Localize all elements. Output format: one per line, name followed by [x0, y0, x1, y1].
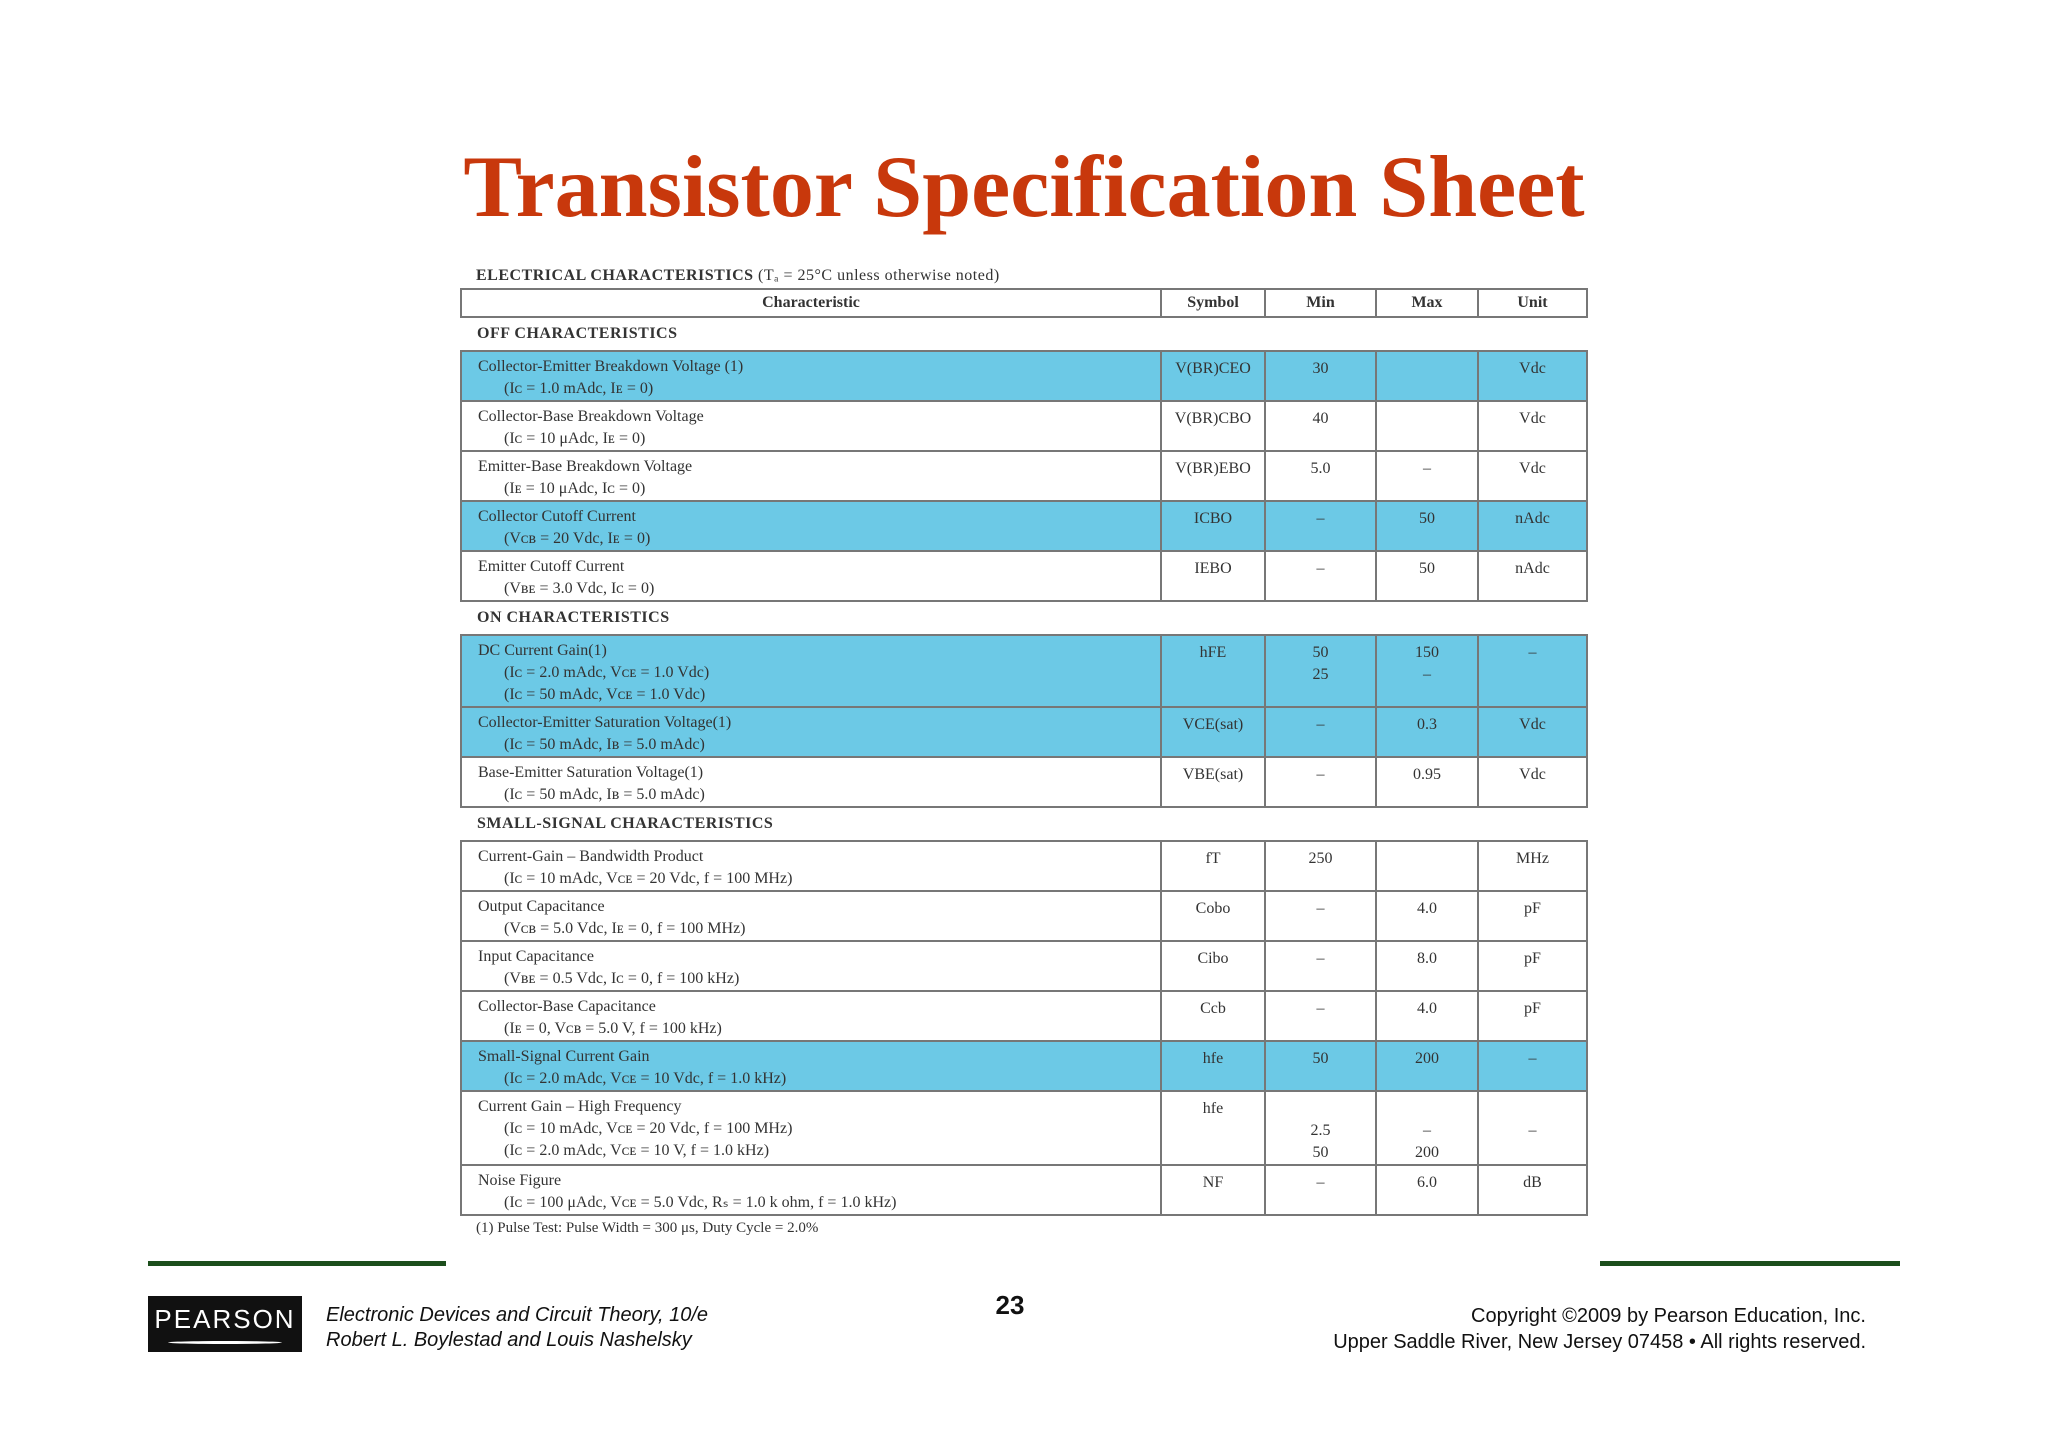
- spec-row: [461, 401, 1587, 451]
- characteristic-name: Noise Figure: [478, 1172, 562, 1189]
- max-cell: 0.95: [1376, 757, 1478, 807]
- test-condition: (Iᴇ = 0, Vᴄʙ = 5.0 V, f = 100 kHz): [504, 1020, 722, 1037]
- symbol-cell: VBE(sat): [1161, 757, 1265, 807]
- symbol-cell: V(BR)CBO: [1161, 401, 1265, 451]
- min-cell: 50 25: [1265, 635, 1376, 707]
- copyright-line1: Copyright ©2009 by Pearson Education, Inc.: [1471, 1305, 1866, 1327]
- characteristic-cell: [461, 1165, 1161, 1215]
- spec-row: [461, 841, 1587, 891]
- symbol-cell: hfe: [1161, 1091, 1265, 1165]
- test-condition: (Vᴄʙ = 5.0 Vdc, Iᴇ = 0, f = 100 MHz): [504, 920, 746, 937]
- characteristic-name: Collector-Emitter Saturation Voltage(1): [478, 714, 732, 731]
- unit-cell: –: [1478, 1041, 1587, 1091]
- max-cell: 8.0: [1376, 941, 1478, 991]
- test-condition: (Iᴄ = 2.0 mAdc, Vᴄᴇ = 10 Vdc, f = 1.0 kHz): [504, 1070, 787, 1087]
- footnote: (1) Pulse Test: Pulse Width = 300 μs, Duty Cycle = 2.0%: [476, 1220, 819, 1236]
- header-unit: Unit: [1478, 289, 1587, 317]
- test-condition: (Vᴄʙ = 20 Vdc, Iᴇ = 0): [504, 530, 651, 547]
- min-cell: 250: [1265, 841, 1376, 891]
- spec-row: [461, 1091, 1587, 1165]
- copyright-line2: Upper Saddle River, New Jersey 07458 • All rights reserved.: [1333, 1331, 1866, 1353]
- test-condition: (Iᴄ = 10 μAdc, Iᴇ = 0): [504, 430, 646, 447]
- section-row: [461, 601, 1587, 635]
- max-cell: [1376, 841, 1478, 891]
- copyright: [1333, 1303, 1866, 1355]
- symbol-cell: V(BR)EBO: [1161, 451, 1265, 501]
- unit-cell: Vdc: [1478, 351, 1587, 401]
- unit-cell: –: [1478, 1091, 1587, 1165]
- characteristic-cell: [461, 1041, 1161, 1091]
- spec-row: [461, 991, 1587, 1041]
- max-cell: 0.3: [1376, 707, 1478, 757]
- min-cell: –: [1265, 501, 1376, 551]
- max-cell: [1376, 351, 1478, 401]
- section-title: ON CHARACTERISTICS: [477, 609, 670, 626]
- symbol-cell: NF: [1161, 1165, 1265, 1215]
- test-condition: (Iᴄ = 50 mAdc, Iʙ = 5.0 mAdc): [504, 736, 705, 753]
- green-rule-left: [148, 1261, 446, 1266]
- max-cell: 150 –: [1376, 635, 1478, 707]
- max-cell: –: [1376, 451, 1478, 501]
- characteristic-name: Small-Signal Current Gain: [478, 1048, 650, 1065]
- symbol-cell: hFE: [1161, 635, 1265, 707]
- max-cell: 50: [1376, 551, 1478, 601]
- header-characteristic: Characteristic: [461, 289, 1161, 317]
- section-title: SMALL-SIGNAL CHARACTERISTICS: [477, 815, 774, 832]
- characteristic-cell: [461, 501, 1161, 551]
- spec-row: [461, 635, 1587, 707]
- symbol-cell: V(BR)CEO: [1161, 351, 1265, 401]
- min-cell: 50: [1265, 1041, 1376, 1091]
- symbol-cell: ICBO: [1161, 501, 1265, 551]
- spec-table: [460, 288, 1588, 1216]
- spec-sheet: [460, 264, 1586, 1240]
- symbol-cell: Ccb: [1161, 991, 1265, 1041]
- unit-cell: pF: [1478, 991, 1587, 1041]
- logo-swoosh-icon: [168, 1341, 282, 1344]
- characteristic-name: Current Gain – High Frequency: [478, 1098, 682, 1115]
- green-rule-right: [1600, 1261, 1900, 1266]
- characteristic-cell: [461, 401, 1161, 451]
- unit-cell: Vdc: [1478, 757, 1587, 807]
- header-min: Min: [1265, 289, 1376, 317]
- characteristic-cell: [461, 451, 1161, 501]
- min-cell: 5.0: [1265, 451, 1376, 501]
- min-cell: –: [1265, 757, 1376, 807]
- symbol-cell: VCE(sat): [1161, 707, 1265, 757]
- symbol-cell: IEBO: [1161, 551, 1265, 601]
- characteristic-name: Output Capacitance: [478, 898, 605, 915]
- min-cell: –: [1265, 551, 1376, 601]
- symbol-cell: hfe: [1161, 1041, 1265, 1091]
- characteristic-cell: [461, 941, 1161, 991]
- spec-row: [461, 551, 1587, 601]
- characteristic-name: Emitter-Base Breakdown Voltage: [478, 458, 693, 475]
- test-condition: (Iᴄ = 10 mAdc, Vᴄᴇ = 20 Vdc, f = 100 MHz): [504, 1120, 793, 1137]
- characteristic-name: Base-Emitter Saturation Voltage(1): [478, 764, 704, 781]
- test-condition: (Vʙᴇ = 0.5 Vdc, Iᴄ = 0, f = 100 kHz): [504, 970, 740, 987]
- book-info: [326, 1303, 708, 1353]
- page-number: 23: [995, 1290, 1025, 1320]
- max-cell: 4.0: [1376, 891, 1478, 941]
- characteristic-cell: [461, 991, 1161, 1041]
- max-cell: 6.0: [1376, 1165, 1478, 1215]
- max-cell: 4.0: [1376, 991, 1478, 1041]
- unit-cell: Vdc: [1478, 401, 1587, 451]
- spec-row: [461, 1165, 1587, 1215]
- spec-row: [461, 941, 1587, 991]
- spec-row: [461, 451, 1587, 501]
- test-condition: (Iᴄ = 2.0 mAdc, Vᴄᴇ = 10 V, f = 1.0 kHz): [504, 1142, 770, 1159]
- min-cell: –: [1265, 707, 1376, 757]
- symbol-cell: Cobo: [1161, 891, 1265, 941]
- characteristic-cell: [461, 1091, 1161, 1165]
- test-condition: (Iᴄ = 100 μAdc, Vᴄᴇ = 5.0 Vdc, Rₛ = 1.0 k ohm, f = 1.0 kHz): [504, 1194, 897, 1211]
- logo-text: PEARSON: [154, 1304, 296, 1334]
- characteristic-name: Collector-Base Breakdown Voltage: [478, 408, 704, 425]
- book-title: Electronic Devices and Circuit Theory, 10/e: [326, 1304, 709, 1326]
- min-cell: –: [1265, 941, 1376, 991]
- caption-note: (Tₐ = 25°C unless otherwise noted): [758, 267, 1000, 284]
- test-condition: (Iᴄ = 2.0 mAdc, Vᴄᴇ = 1.0 Vdc): [504, 664, 710, 681]
- slide-title: Transistor Specification Sheet: [463, 139, 1585, 236]
- header-row: [461, 289, 1587, 317]
- header-max: Max: [1376, 289, 1478, 317]
- symbol-cell: fT: [1161, 841, 1265, 891]
- spec-row: [461, 707, 1587, 757]
- unit-cell: Vdc: [1478, 707, 1587, 757]
- unit-cell: MHz: [1478, 841, 1587, 891]
- header-symbol: Symbol: [1161, 289, 1265, 317]
- characteristic-name: Collector Cutoff Current: [478, 508, 636, 525]
- unit-cell: nAdc: [1478, 501, 1587, 551]
- min-cell: 40: [1265, 401, 1376, 451]
- spec-row: [461, 501, 1587, 551]
- characteristic-name: Current-Gain – Bandwidth Product: [478, 848, 704, 865]
- characteristic-name: Collector-Emitter Breakdown Voltage (1): [478, 358, 744, 375]
- pearson-logo: [148, 1296, 302, 1352]
- test-condition: (Iᴄ = 50 mAdc, Iʙ = 5.0 mAdc): [504, 786, 705, 803]
- characteristic-name: Collector-Base Capacitance: [478, 998, 656, 1015]
- test-condition: (Iᴄ = 10 mAdc, Vᴄᴇ = 20 Vdc, f = 100 MHz): [504, 870, 793, 887]
- characteristic-cell: [461, 351, 1161, 401]
- min-cell: –: [1265, 1165, 1376, 1215]
- max-cell: – 200: [1376, 1091, 1478, 1165]
- spec-row: [461, 757, 1587, 807]
- spec-row: [461, 891, 1587, 941]
- characteristic-name: DC Current Gain(1): [478, 642, 607, 659]
- sheet-caption: [460, 264, 1586, 288]
- characteristic-cell: [461, 757, 1161, 807]
- unit-cell: Vdc: [1478, 451, 1587, 501]
- min-cell: 30: [1265, 351, 1376, 401]
- unit-cell: pF: [1478, 891, 1587, 941]
- characteristic-cell: [461, 635, 1161, 707]
- unit-cell: nAdc: [1478, 551, 1587, 601]
- characteristic-cell: [461, 891, 1161, 941]
- characteristic-name: Emitter Cutoff Current: [478, 558, 625, 575]
- section-title: OFF CHARACTERISTICS: [477, 325, 678, 342]
- characteristic-cell: [461, 841, 1161, 891]
- spec-row: [461, 1041, 1587, 1091]
- caption-text: ELECTRICAL CHARACTERISTICS: [476, 267, 754, 284]
- section-row: [461, 807, 1587, 841]
- spec-row: [461, 351, 1587, 401]
- min-cell: –: [1265, 991, 1376, 1041]
- max-cell: [1376, 401, 1478, 451]
- book-authors: Robert L. Boylestad and Louis Nashelsky: [326, 1329, 692, 1351]
- unit-cell: dB: [1478, 1165, 1587, 1215]
- test-condition: (Iᴇ = 10 μAdc, Iᴄ = 0): [504, 480, 646, 497]
- max-cell: 50: [1376, 501, 1478, 551]
- min-cell: 2.5 50: [1265, 1091, 1376, 1165]
- test-condition: (Vʙᴇ = 3.0 Vdc, Iᴄ = 0): [504, 580, 655, 597]
- characteristic-cell: [461, 707, 1161, 757]
- symbol-cell: Cibo: [1161, 941, 1265, 991]
- characteristic-name: Input Capacitance: [478, 948, 594, 965]
- section-row: [461, 317, 1587, 351]
- test-condition: (Iᴄ = 50 mAdc, Vᴄᴇ = 1.0 Vdc): [504, 686, 706, 703]
- characteristic-cell: [461, 551, 1161, 601]
- min-cell: –: [1265, 891, 1376, 941]
- max-cell: 200: [1376, 1041, 1478, 1091]
- spec-table-body: [461, 289, 1587, 1215]
- unit-cell: –: [1478, 635, 1587, 707]
- unit-cell: pF: [1478, 941, 1587, 991]
- test-condition: (Iᴄ = 1.0 mAdc, Iᴇ = 0): [504, 380, 654, 397]
